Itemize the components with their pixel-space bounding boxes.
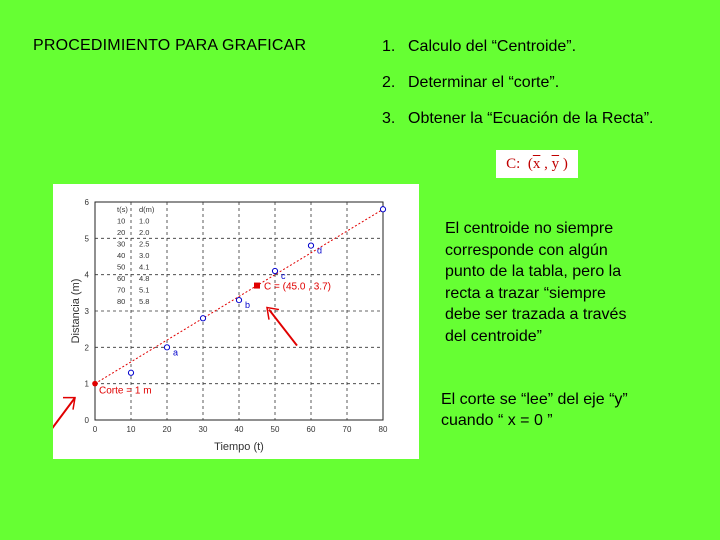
data-point bbox=[380, 207, 385, 212]
intercept-label: Corte = 1 m bbox=[99, 385, 152, 397]
point-label: c bbox=[281, 271, 286, 282]
x-tick-label: 60 bbox=[306, 425, 316, 434]
x-axis-label: Tiempo (t) bbox=[214, 441, 264, 453]
centroid-formula bbox=[496, 150, 578, 178]
x-tick-label: 0 bbox=[92, 425, 98, 434]
step-text: Determinar el “corte”. bbox=[408, 74, 560, 91]
x-tick-label: 70 bbox=[342, 425, 352, 434]
y-tick-label: 0 bbox=[84, 416, 89, 425]
formula-x-bar: $\overline{x}$ bbox=[532, 155, 541, 172]
table-cell-distance: 2.5 bbox=[139, 239, 150, 249]
table-cell-distance: 2.0 bbox=[139, 228, 150, 237]
table-cell-distance: 3.0 bbox=[139, 251, 150, 260]
step-number: 1. bbox=[382, 38, 396, 55]
y-tick-label: 6 bbox=[84, 198, 89, 207]
y-tick-label: 1 bbox=[84, 379, 89, 389]
y-tick-label: 3 bbox=[84, 307, 89, 316]
y-tick-label: 4 bbox=[84, 270, 89, 280]
table-cell-time: 20 bbox=[117, 228, 126, 237]
distance-time-chart bbox=[53, 184, 419, 459]
table-header: d(m) bbox=[139, 205, 155, 214]
table-cell-time: 40 bbox=[117, 251, 126, 260]
data-point bbox=[308, 243, 313, 248]
step-number: 2. bbox=[382, 74, 396, 91]
centroid-label: C = (45.0 , 3.7) bbox=[264, 281, 331, 293]
centroid-marker bbox=[254, 283, 260, 289]
table-cell-distance: 4.1 bbox=[139, 262, 150, 272]
table-cell-time: 60 bbox=[117, 274, 126, 283]
table-cell-distance: 5.8 bbox=[139, 297, 150, 306]
table-cell-distance: 5.1 bbox=[139, 285, 150, 295]
y-axis-label: Distancia (m) bbox=[70, 278, 82, 344]
point-label: d bbox=[317, 245, 323, 256]
x-tick-label: 40 bbox=[234, 425, 244, 434]
step-item bbox=[382, 73, 653, 109]
intercept-marker bbox=[92, 381, 98, 387]
data-point bbox=[128, 370, 133, 375]
formula-prefix: C: bbox=[506, 155, 521, 172]
table-cell-time: 50 bbox=[117, 262, 126, 272]
y-tick-label: 2 bbox=[84, 343, 89, 353]
step-item bbox=[382, 109, 653, 145]
step-text: Calculo del “Centroide”. bbox=[408, 38, 577, 55]
centroid-arrow bbox=[269, 310, 297, 346]
intercept-arrow bbox=[53, 398, 75, 454]
table-header: t(s) bbox=[117, 205, 128, 214]
step-text: Obtener la “Ecuación de la Recta”. bbox=[408, 110, 654, 127]
formula-open: ( bbox=[527, 155, 533, 172]
point-label: b bbox=[245, 300, 251, 311]
step-item bbox=[382, 37, 653, 73]
table-cell-time: 30 bbox=[117, 239, 126, 249]
step-number: 3. bbox=[382, 110, 396, 127]
steps-list bbox=[382, 37, 653, 145]
data-point bbox=[164, 345, 169, 350]
table-cell-time: 70 bbox=[117, 285, 126, 295]
x-tick-label: 80 bbox=[378, 425, 388, 434]
x-tick-label: 30 bbox=[198, 425, 208, 434]
table-cell-distance: 1.0 bbox=[139, 216, 150, 226]
table-cell-time: 80 bbox=[117, 297, 126, 306]
table-cell-distance: 4.8 bbox=[139, 274, 150, 283]
formula-y-bar: $\overline{y}$ bbox=[551, 155, 560, 172]
data-point bbox=[200, 316, 205, 321]
formula-close: ) bbox=[562, 155, 568, 172]
centroid-note: El centroide no siempre corresponde con algún punto de la tabla, pero la recta a trazar “siempre debe ser trazada a través del centroide” bbox=[445, 220, 627, 345]
y-tick-label: 5 bbox=[84, 234, 89, 244]
data-point bbox=[272, 268, 277, 273]
data-point bbox=[236, 298, 241, 303]
x-tick-label: 20 bbox=[162, 425, 172, 434]
formula-comma: , bbox=[544, 155, 548, 172]
table-cell-time: 10 bbox=[117, 216, 126, 226]
point-label: a bbox=[173, 347, 179, 358]
cut-note: El corte se “lee” del eje “y” cuando “ x = 0 ” bbox=[441, 391, 628, 429]
x-tick-label: 10 bbox=[126, 425, 136, 434]
procedure-heading: PROCEDIMIENTO PARA GRAFICAR bbox=[33, 37, 307, 54]
x-tick-label: 50 bbox=[270, 425, 280, 434]
chart-figure bbox=[53, 184, 419, 459]
